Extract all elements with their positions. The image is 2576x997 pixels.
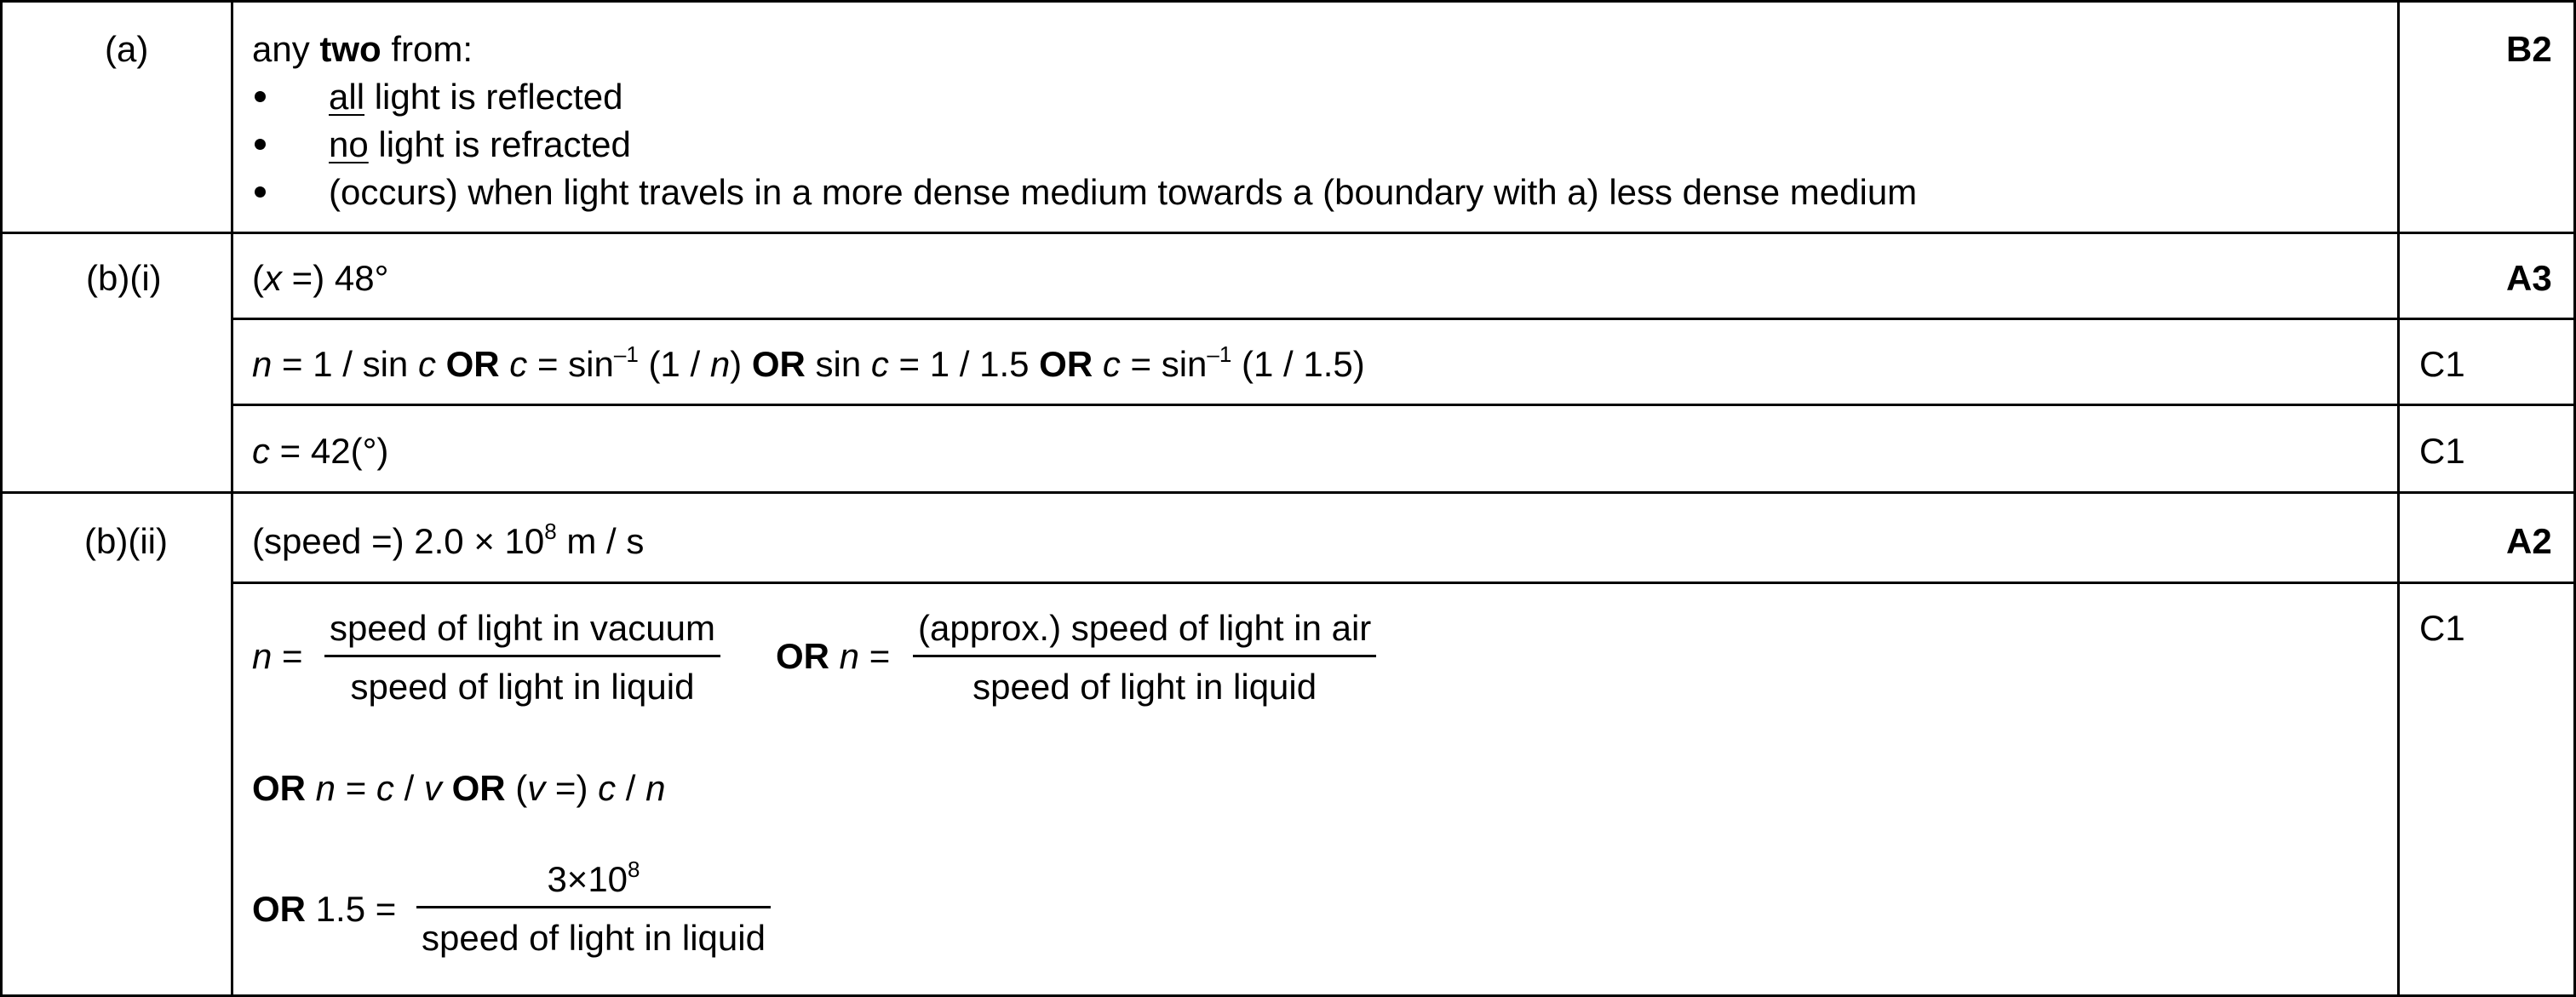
fraction-vacuum-liquid: speed of light in vacuum speed of light in liquid [324,607,720,708]
mark-a: B2 [2506,29,2552,69]
col-divider-1 [231,0,233,994]
fraction-air-liquid: (approx.) speed of light in air speed of light in liquid [913,607,1376,708]
answer-bi: (x =) 48° [252,258,389,298]
answer-bii: (speed =) $2.0 \times 10^8$ m / s [252,519,645,561]
question-label-a: (a) [105,29,149,69]
bullet-icon [255,91,266,102]
intro-line: any two from: [252,29,473,69]
row-divider-a-b [3,232,2573,234]
bullet-item-1: all light is reflected [329,77,623,117]
fraction-3e8-liquid: $3\times 10^8$ speed of light in liquid [416,858,771,960]
mark-bi: A3 [2506,258,2552,298]
question-label-bi: (b)(i) [86,258,162,298]
mark-bii-c1: C1 [2419,608,2465,648]
mark-bi-line-2: C1 [2419,431,2465,471]
working-bi-line-1: n = 1 / sin c OR $c = \sin^{-1} (1 / n)$ OR sin c = 1 / 1.5 OR $c = \sin^{-1} (1 / 1.5)$ [252,341,1365,384]
bullet-icon [255,139,266,150]
formula-1-lhs: n = [252,636,303,676]
bullet-item-2: no light is refracted [329,124,631,164]
row-divider-bi-2 [231,404,2573,406]
row-divider-bii-1 [231,582,2573,584]
working-bi-line-2: c = 42(°) [252,431,389,471]
formula-1-or: OR n = [776,636,891,676]
bullet-item-3: (occurs) when light travels in a more dense medium towards a (boundary with a) less dense medium [329,172,1918,212]
row-divider-bi-1 [231,318,2573,320]
question-label-bii: (b)(ii) [84,521,168,561]
formula-3-lhs: OR 1.5 = [252,889,397,929]
mark-bi-line-1: C1 [2419,344,2465,384]
bullet-icon [255,186,266,198]
row-divider-b-bii [3,491,2573,494]
top-border [3,0,2573,3]
formula-2: OR n = c / v OR (v =) c / n [252,768,666,808]
col-divider-2 [2397,0,2400,994]
mark-bii: A2 [2506,521,2552,561]
